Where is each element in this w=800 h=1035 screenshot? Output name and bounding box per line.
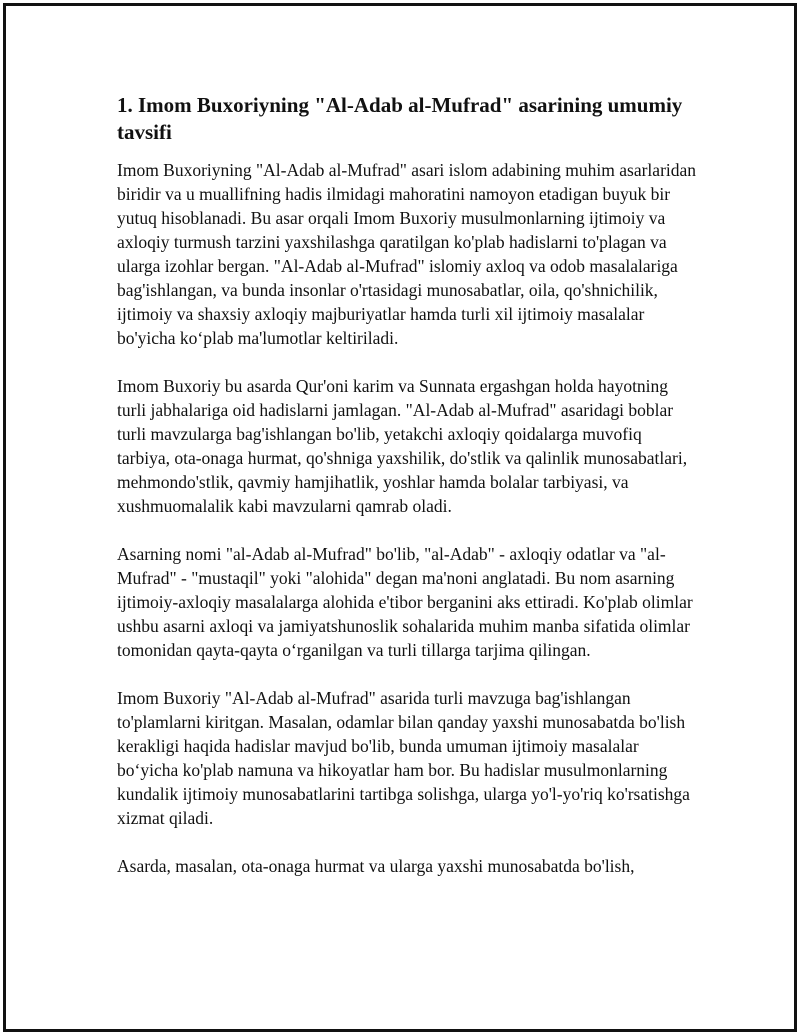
paragraph: Imom Buxoriy "Al-Adab al-Mufrad" asarida turli mavzuga bag'ishlangan to'plamlarni kiritgan. Masalan, odamlar bilan qanday yaxshi munosabatda bo'lish kerakligi haqida hadislar mavjud bo'lib, bunda umuman ijtimoiy masalalar bo‘yicha ko'plab namuna va hikoyatlar ham bor. Bu hadislar musulmonlarning kundalik ijtimoiy munosabatlarini tartibga solishga, ularga yo'l-yo'riq ko'rsatishga xizmat qiladi. [117, 688, 690, 828]
paragraph: Asarning nomi "al-Adab al-Mufrad" bo'lib, "al-Adab" - axloqiy odatlar va "al-Mufrad" - "mustaqil" yoki "alohida" degan ma'noni anglatadi. Bu nom asarning ijtimoiy-axloqiy masalalarga alohida e'tibor berganini aks ettiradi. Ko'plab olimlar ushbu asarni axloqi va jamiyatshunoslik sohalarida muhim manba sifatida olimlar tomonidan qayta-qayta o‘rganilgan va turli tillarga tarjima qilingan. [117, 544, 693, 660]
paragraph: Asarda, masalan, ota-onaga hurmat va ularga yaxshi munosabatda bo'lish, [117, 856, 635, 876]
section-heading: 1. Imom Buxoriyning "Al-Adab al-Mufrad" asarining umumiy tavsifi [117, 93, 683, 144]
document-body [117, 92, 697, 902]
paragraph: Imom Buxoriyning "Al-Adab al-Mufrad" asari islom adabining muhim asarlaridan biridir va u muallifning hadis ilmidagi mahoratini namoyon etadigan buyuk bir yutuq hisoblanadi. Bu asar orqali Imom Buxoriy musulmonlarning ijtimoiy va axloqiy turmush tarzini yaxshilashga qaratilgan ko'plab hadislarni to'plagan va ularga izohlar bergan. "Al-Adab al-Mufrad" islomiy axloq va odob masalalariga bag'ishlangan, va bunda insonlar o'rtasidagi munosabatlar, oila, qo'shnichilik, ijtimoiy va shaxsiy axloqiy majburiyatlar hamda turli xil ijtimoiy masalalar bo'yicha ko‘plab ma'lumotlar keltiriladi. [117, 160, 697, 348]
paragraph: Imom Buxoriy bu asarda Qur'oni karim va Sunnata ergashgan holda hayotning turli jabhalariga oid hadislarni jamlagan. "Al-Adab al-Mufrad" asaridagi boblar turli mavzularga bag'ishlangan bo'lib, yetakchi axloqiy qoidalarga muvofiq tarbiya, ota-onaga hurmat, qo'shniga yaxshilik, do'stlik va qalinlik munosabatlari, mehmondo'stlik, qavmiy hamjihatlik, yoshlar hamda bolalar tarbiyasi, va xushmuomalalik kabi mavzularni qamrab oladi. [117, 376, 688, 516]
